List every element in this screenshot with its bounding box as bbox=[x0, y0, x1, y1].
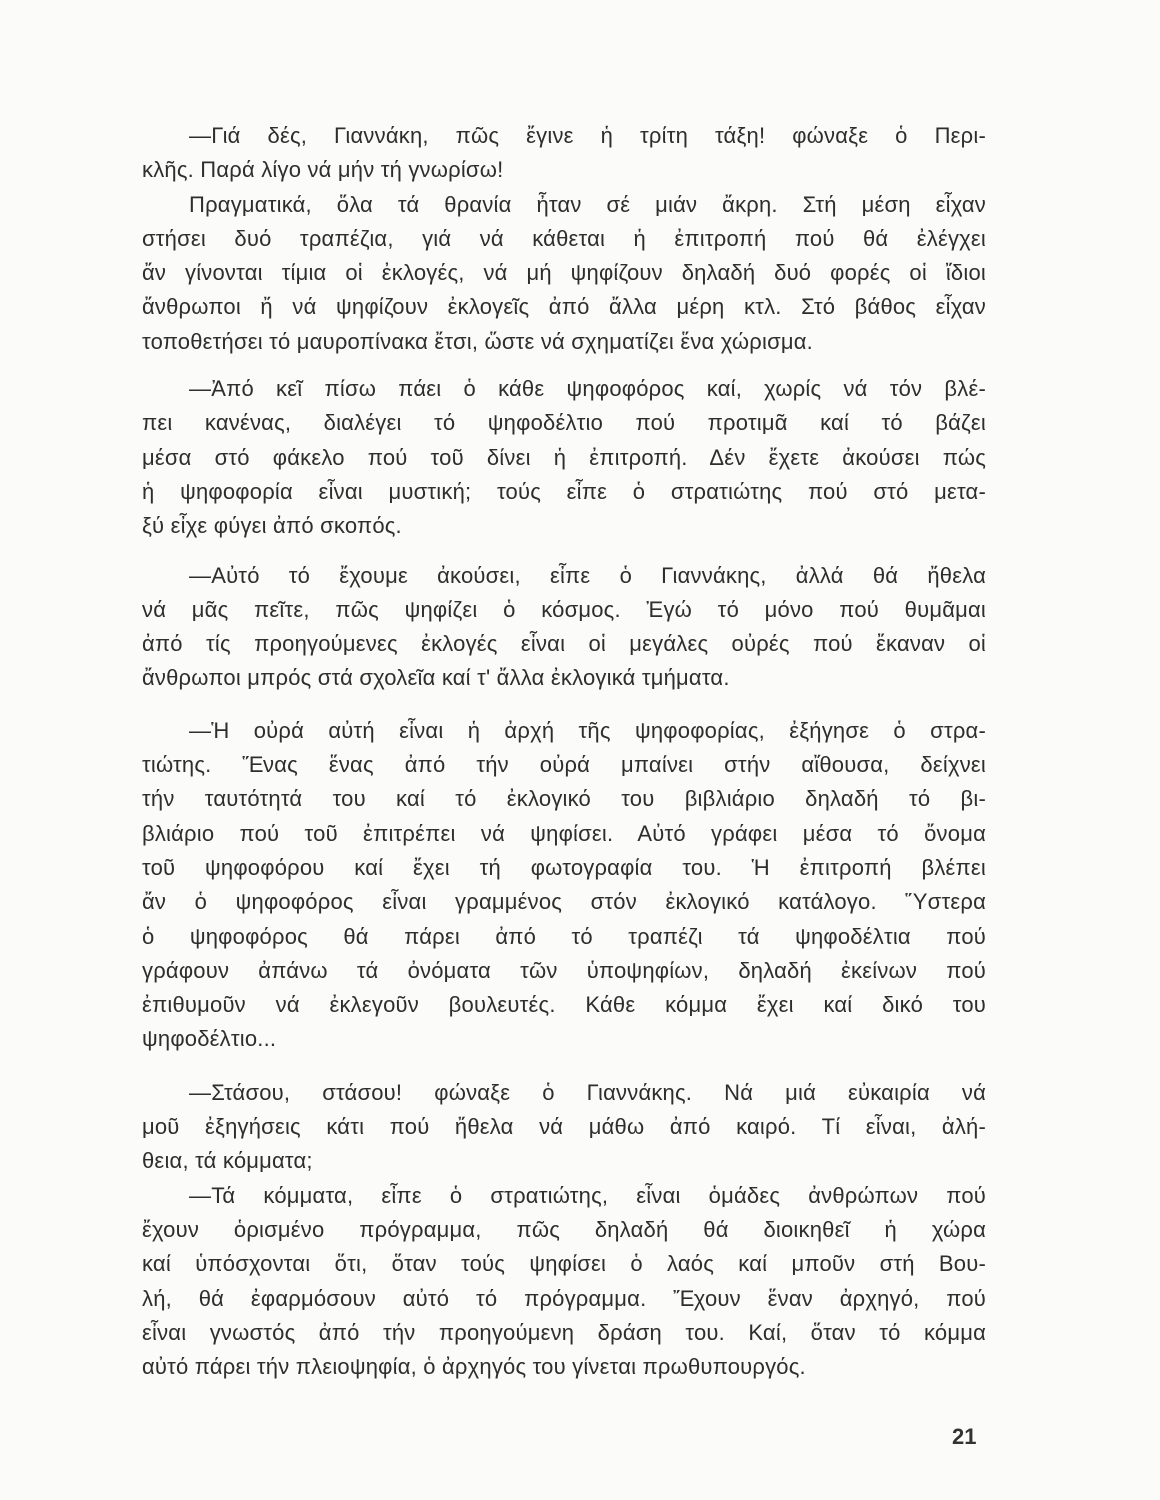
text-line: ξύ εἶχε φύγει ἀπό σκοπός. bbox=[142, 513, 402, 539]
text-line: τιώτης. Ἕνας ἕνας ἀπό τήν οὐρά μπαίνει στήν αἴθουσα, δείχνει bbox=[142, 752, 986, 778]
text-line: καί ὑπόσχονται ὅτι, ὅταν τούς ψηφίσει ὁ λαός καί μποῦν στή Βου- bbox=[142, 1251, 986, 1277]
text-line: λή, θά ἐφαρμόσουν αὐτό τό πρόγραμμα. Ἔχουν ἕναν ἀρχηγό, πού bbox=[142, 1285, 986, 1311]
text-line: νά μᾶς πεῖτε, πῶς ψηφίζει ὁ κόσμος. Ἐγώ τό μόνο πού θυμᾶμαι bbox=[142, 596, 986, 622]
paragraph bbox=[142, 714, 986, 1057]
text-line: κλῆς. Παρά λίγο νά μήν τή γνωρίσω! bbox=[142, 157, 504, 183]
text-line: ὁ ψηφοφόρος θά πάρει ἀπό τό τραπέζι τά ψηφοδέλτια πού bbox=[142, 923, 986, 949]
text-line: ἄνθρωποι μπρός στά σχολεῖα καί τ' ἄλλα ἐκλογικά τμήματα. bbox=[142, 665, 730, 691]
text-line: αὐτό πάρει τήν πλειοψηφία, ὁ ἀρχηγός του γίνεται πρωθυπουργός. bbox=[142, 1354, 806, 1380]
text-line: —Ἀπό κεῖ πίσω πάει ὁ κάθε ψηφοφόρος καί, χωρίς νά τόν βλέ- bbox=[189, 376, 986, 402]
text-line: μέσα στό φάκελο πού τοῦ δίνει ἡ ἐπιτροπή. Δέν ἔχετε ἀκούσει πώς bbox=[142, 444, 986, 470]
text-line: ἄν ὁ ψηφοφόρος εἶναι γραμμένος στόν ἐκλογικό κατάλογο. Ὕστερα bbox=[142, 889, 986, 915]
text-line: τήν ταυτότητά του καί τό ἐκλογικό του βιβλιάριο δηλαδή τό βι- bbox=[142, 786, 986, 812]
paragraph bbox=[142, 372, 986, 543]
text-line: μοῦ ἐξηγήσεις κάτι πού ἤθελα νά μάθω ἀπό καιρό. Τί εἶναι, ἀλή- bbox=[142, 1114, 986, 1140]
page-number: 21 bbox=[952, 1424, 977, 1449]
text-line: ἐπιθυμοῦν νά ἐκλεγοῦν βουλευτές. Κάθε κόμμα ἔχει καί δικό του bbox=[142, 992, 986, 1018]
text-line: ἡ ψηφοφορία εἶναι μυστική; τούς εἶπε ὁ στρατιώτης πού στό μετα- bbox=[142, 478, 986, 504]
text-line: ἄνθρωποι ἤ νά ψηφίζουν ἐκλογεῖς ἀπό ἄλλα μέρη κτλ. Στό βάθος εἶχαν bbox=[142, 294, 986, 320]
text-line: ἀπό τίς προηγούμενες ἐκλογές εἶναι οἱ μεγάλες οὐρές πού ἔκαναν οἱ bbox=[142, 631, 986, 657]
text-line: ἄν γίνονται τίμια οἱ ἐκλογές, νά μή ψηφίζουν δηλαδή δυό φορές οἱ ἴδιοι bbox=[142, 260, 986, 286]
text-line: ψηφοδέλτιο... bbox=[142, 1026, 277, 1052]
text-line: —Αὐτό τό ἔχουμε ἀκούσει, εἶπε ὁ Γιαννάκης, ἀλλά θά ἤθελα bbox=[189, 562, 986, 588]
paragraph bbox=[142, 1179, 986, 1385]
text-line: βλιάριο πού τοῦ ἐπιτρέπει νά ψηφίσει. Αὐτό γράφει μέσα τό ὄνομα bbox=[142, 820, 986, 846]
paragraph bbox=[142, 1076, 986, 1179]
text-line: Πραγματικά, ὅλα τά θρανία ἦταν σέ μιάν ἄκρη. Στή μέση εἶχαν bbox=[189, 191, 986, 217]
text-line: εἶναι γνωστός ἀπό τήν προηγούμενη δράση του. Καί, ὅταν τό κόμμα bbox=[142, 1319, 986, 1345]
text-line: πει κανένας, διαλέγει τό ψηφοδέλτιο πού προτιμᾶ καί τό βάζει bbox=[142, 410, 986, 436]
paragraph bbox=[142, 119, 986, 188]
text-line: γράφουν ἀπάνω τά ὀνόματα τῶν ὑποψηφίων, δηλαδή ἐκείνων πού bbox=[142, 957, 986, 983]
text-line: στήσει δυό τραπέζια, γιά νά κάθεται ἡ ἐπιτροπή πού θά ἐλέγχει bbox=[142, 225, 986, 251]
text-line: —Τά κόμματα, εἶπε ὁ στρατιώτης, εἶναι ὁμάδες ἀνθρώπων πού bbox=[189, 1182, 986, 1208]
paragraph bbox=[142, 559, 986, 696]
text-line: θεια, τά κόμματα; bbox=[142, 1148, 313, 1174]
text-line: —Γιά δές, Γιαννάκη, πῶς ἔγινε ἡ τρίτη τάξη! φώναξε ὁ Περι- bbox=[189, 123, 986, 148]
text-line: —Ἡ οὐρά αὐτή εἶναι ἡ ἀρχή τῆς ψηφοφορίας, ἐξήγησε ὁ στρα- bbox=[189, 717, 986, 743]
text-line: —Στάσου, στάσου! φώναξε ὁ Γιαννάκης. Νά μιά εὐκαιρία νά bbox=[189, 1079, 986, 1105]
text-line: τοποθετήσει τό μαυροπίνακα ἔτσι, ὥστε νά σχηματίζει ἕνα χώρισμα. bbox=[142, 328, 813, 354]
text-line: τοῦ ψηφοφόρου καί ἔχει τή φωτογραφία του. Ἡ ἐπιτροπή βλέπει bbox=[142, 854, 986, 880]
paragraph bbox=[142, 188, 986, 359]
page-body-text bbox=[142, 119, 986, 1384]
text-line: ἔχουν ὁρισμένο πρόγραμμα, πῶς δηλαδή θά διοικηθεῖ ἡ χώρα bbox=[142, 1216, 986, 1242]
